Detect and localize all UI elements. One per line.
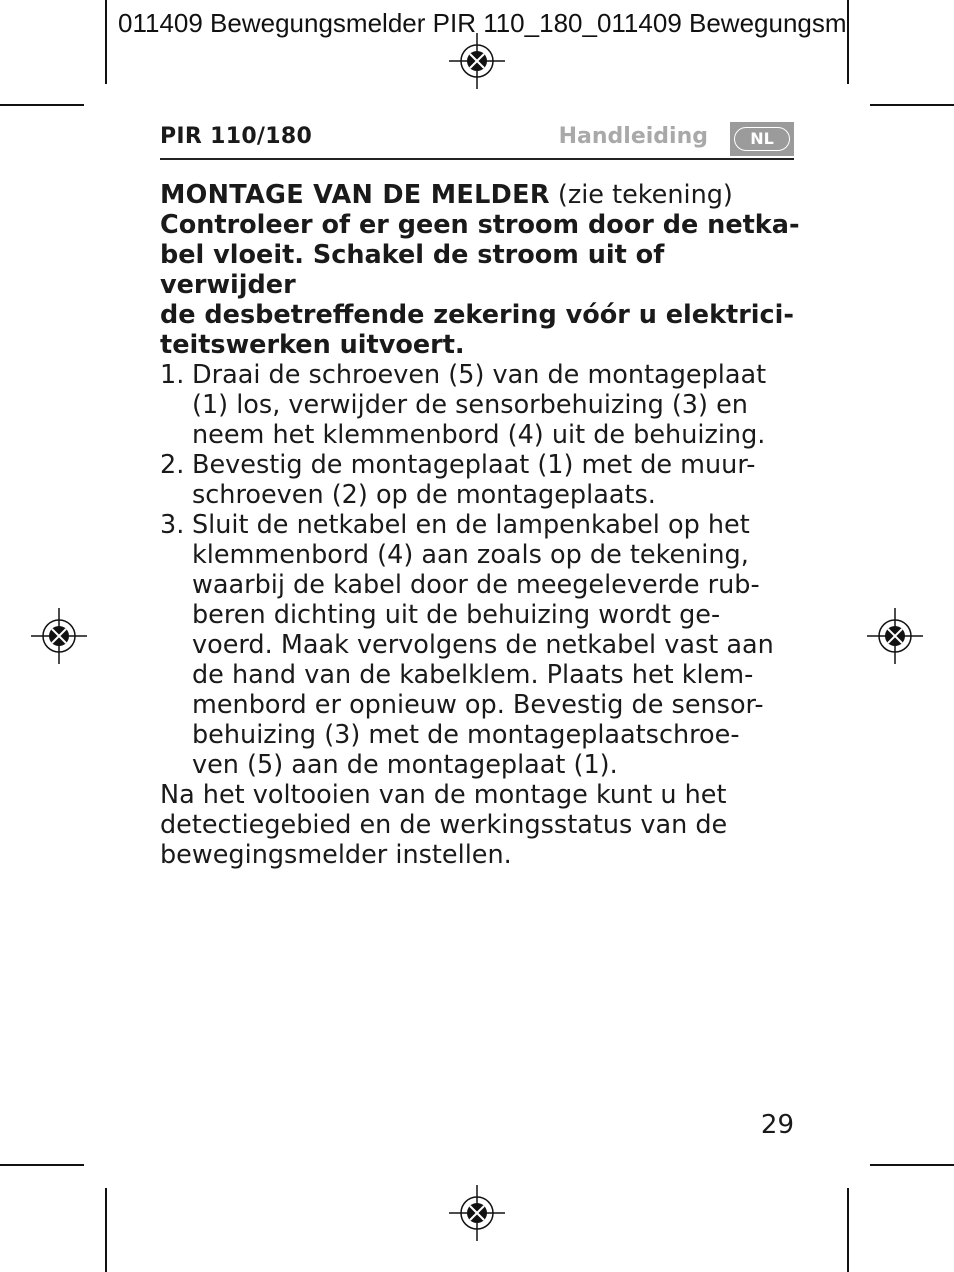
warning-line: de desbetreffende zekering vóór u elektrici-	[160, 300, 794, 330]
registration-mark-icon	[867, 608, 923, 664]
crop-mark-top-right-vertical	[847, 0, 849, 84]
section-title-note: (zie tekening)	[557, 180, 733, 210]
crop-mark-bottom-right-vertical	[847, 1188, 849, 1272]
closing-line: bewegingsmelder instellen.	[160, 840, 512, 870]
step-line: de hand van de kabelklem. Plaats het klem-	[192, 660, 754, 690]
step-number: 1.	[160, 360, 185, 390]
section-title: MONTAGE VAN DE MELDER	[160, 180, 550, 210]
registration-mark-icon	[31, 608, 87, 664]
crop-mark-bottom-left-vertical	[105, 1188, 107, 1272]
running-header	[160, 124, 794, 160]
step-line: waarbij de kabel door de meegeleverde rub-	[192, 570, 760, 600]
installation-steps	[160, 360, 800, 780]
step-item	[160, 360, 800, 450]
step-line: beren dichting uit de behuizing wordt ge-	[192, 600, 721, 630]
step-line: klemmenbord (4) aan zoals op de tekening,	[192, 540, 749, 570]
step-line: menbord er opnieuw op. Bevestig de sensor-	[192, 690, 764, 720]
printer-slug-line: 011409 Bewegungsmelder PIR 110_180_011409 Bewegungsm	[118, 8, 847, 38]
step-number: 3.	[160, 510, 185, 540]
page-body	[160, 180, 800, 870]
step-line: neem het klemmenbord (4) uit de behuizing.	[192, 420, 766, 450]
step-number: 2.	[160, 450, 185, 480]
warning-line: teitswerken uitvoert.	[160, 330, 465, 360]
registration-mark-icon	[449, 33, 505, 89]
step-line: Sluit de netkabel en de lampenkabel op het	[192, 510, 750, 540]
document-id: PIR 110/180	[160, 124, 313, 149]
registration-mark-icon	[449, 1185, 505, 1241]
step-line: Draai de schroeven (5) van de montageplaat	[192, 360, 767, 390]
step-line: schroeven (2) op de montageplaats.	[192, 480, 656, 510]
manual-label: Handleiding	[558, 124, 708, 149]
crop-mark-bottom-left-horizontal	[0, 1164, 84, 1166]
safety-warning	[160, 210, 800, 360]
language-badge	[730, 122, 794, 156]
page-number: 29	[760, 1110, 794, 1140]
step-line: behuizing (3) met de montageplaatschroe-	[192, 720, 740, 750]
step-item	[160, 510, 800, 780]
step-item	[160, 450, 800, 510]
warning-line: Controleer of er geen stroom door de netka-	[160, 210, 800, 240]
step-line: voerd. Maak vervolgens de netkabel vast aan	[192, 630, 774, 660]
crop-mark-bottom-right-horizontal	[870, 1164, 954, 1166]
step-line: Bevestig de montageplaat (1) met de muur-	[192, 450, 756, 480]
crop-mark-top-left-vertical	[105, 0, 107, 84]
closing-paragraph	[160, 780, 800, 870]
language-badge-label: NL	[734, 127, 790, 151]
step-line: ven (5) aan de montageplaat (1).	[192, 750, 618, 780]
step-line: (1) los, verwijder de sensorbehuizing (3) en	[192, 390, 748, 420]
closing-line: detectiegebied en de werkingsstatus van de	[160, 810, 728, 840]
closing-line: Na het voltooien van de montage kunt u het	[160, 780, 727, 810]
crop-mark-top-left-horizontal	[0, 104, 84, 106]
warning-line: bel vloeit. Schakel de stroom uit of verwijder	[160, 240, 665, 300]
section-heading	[160, 180, 800, 210]
crop-mark-top-right-horizontal	[870, 104, 954, 106]
